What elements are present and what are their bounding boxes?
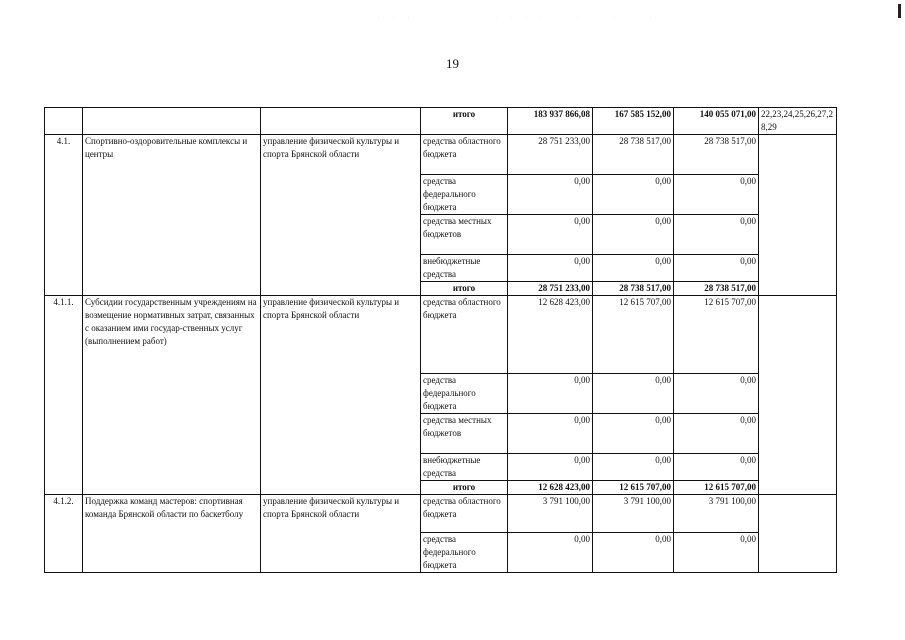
value-cell: 0,00: [508, 374, 593, 414]
funding-source-cell: итого: [421, 282, 508, 296]
funding-source-cell: средства федерального бюджета: [421, 374, 508, 414]
value-cell: 0,00: [508, 414, 593, 454]
value-cell: 28 738 517,00: [674, 282, 759, 296]
item-name-cell: [83, 108, 261, 135]
table-row: [45, 108, 837, 135]
value-cell: 0,00: [508, 175, 593, 215]
funding-source-cell: средства областного бюджета: [421, 296, 508, 374]
value-cell: 28 738 517,00: [593, 282, 674, 296]
value-cell: 0,00: [593, 255, 674, 282]
scan-speckles: · · · · · · · · · ·: [378, 16, 658, 21]
value-cell: 12 615 707,00: [593, 296, 674, 374]
funding-source-cell: средства местных бюджетов: [421, 414, 508, 454]
item-name-cell: Субсидии государственным учреждениям на возмещение нормативных затрат, связанных с оказанием ими государ-ственных услуг (выполнением работ): [83, 296, 261, 495]
value-cell: 28 751 233,00: [508, 282, 593, 296]
value-cell: 0,00: [593, 454, 674, 481]
executor-cell: [261, 108, 421, 135]
funding-source-cell: средства федерального бюджета: [421, 533, 508, 573]
value-cell: 0,00: [674, 454, 759, 481]
value-cell: 28 751 233,00: [508, 135, 593, 175]
value-cell: 0,00: [508, 454, 593, 481]
executor-cell: управление физической культуры и спорта Брянской области: [261, 135, 421, 296]
notes-cell: 22,23,24,25,26,27,28,29: [759, 108, 837, 135]
value-cell: 3 791 100,00: [508, 495, 593, 533]
notes-cell: [759, 495, 837, 573]
notes-cell: [759, 296, 837, 495]
value-cell: 183 937 866,08: [508, 108, 593, 135]
item-number-cell: 4.1.: [45, 135, 83, 296]
value-cell: 0,00: [593, 215, 674, 255]
value-cell: 0,00: [674, 215, 759, 255]
funding-source-cell: средства местных бюджетов: [421, 215, 508, 255]
value-cell: 0,00: [674, 374, 759, 414]
budget-table: [44, 107, 837, 573]
value-cell: 3 791 100,00: [593, 495, 674, 533]
table-row: [45, 495, 837, 533]
value-cell: 0,00: [593, 175, 674, 215]
value-cell: 0,00: [508, 215, 593, 255]
value-cell: 0,00: [674, 175, 759, 215]
value-cell: 12 615 707,00: [674, 481, 759, 495]
notes-cell: [759, 135, 837, 296]
value-cell: 0,00: [508, 255, 593, 282]
funding-source-cell: средства областного бюджета: [421, 495, 508, 533]
value-cell: 0,00: [593, 414, 674, 454]
item-number-cell: 4.1.2.: [45, 495, 83, 573]
page-number: 19: [446, 56, 459, 71]
value-cell: 12 628 423,00: [508, 481, 593, 495]
value-cell: 0,00: [593, 374, 674, 414]
scan-edge-mark: [898, 4, 901, 18]
funding-source-cell: средства областного бюджета: [421, 135, 508, 175]
value-cell: 28 738 517,00: [593, 135, 674, 175]
value-cell: 0,00: [674, 255, 759, 282]
item-number-cell: [45, 108, 83, 135]
value-cell: 167 585 152,00: [593, 108, 674, 135]
value-cell: 0,00: [674, 533, 759, 573]
funding-source-cell: внебюджетные средства: [421, 454, 508, 481]
table-row: [45, 296, 837, 374]
funding-source-cell: итого: [421, 481, 508, 495]
executor-cell: управление физической культуры и спорта Брянской области: [261, 296, 421, 495]
value-cell: 0,00: [674, 414, 759, 454]
value-cell: 3 791 100,00: [674, 495, 759, 533]
funding-source-cell: итого: [421, 108, 508, 135]
funding-source-cell: средства федерального бюджета: [421, 175, 508, 215]
value-cell: 12 615 707,00: [593, 481, 674, 495]
value-cell: 140 055 071,00: [674, 108, 759, 135]
value-cell: 12 615 707,00: [674, 296, 759, 374]
table-row: [45, 135, 837, 175]
item-number-cell: 4.1.1.: [45, 296, 83, 495]
funding-source-cell: внебюджетные средства: [421, 255, 508, 282]
value-cell: 0,00: [593, 533, 674, 573]
executor-cell: управление физической культуры и спорта Брянской области: [261, 495, 421, 573]
value-cell: 12 628 423,00: [508, 296, 593, 374]
item-name-cell: Поддержка команд мастеров: спортивная команда Брянской области по баскетболу: [83, 495, 261, 573]
item-name-cell: Спортивно-оздоровительные комплексы и центры: [83, 135, 261, 296]
value-cell: 0,00: [508, 533, 593, 573]
value-cell: 28 738 517,00: [674, 135, 759, 175]
